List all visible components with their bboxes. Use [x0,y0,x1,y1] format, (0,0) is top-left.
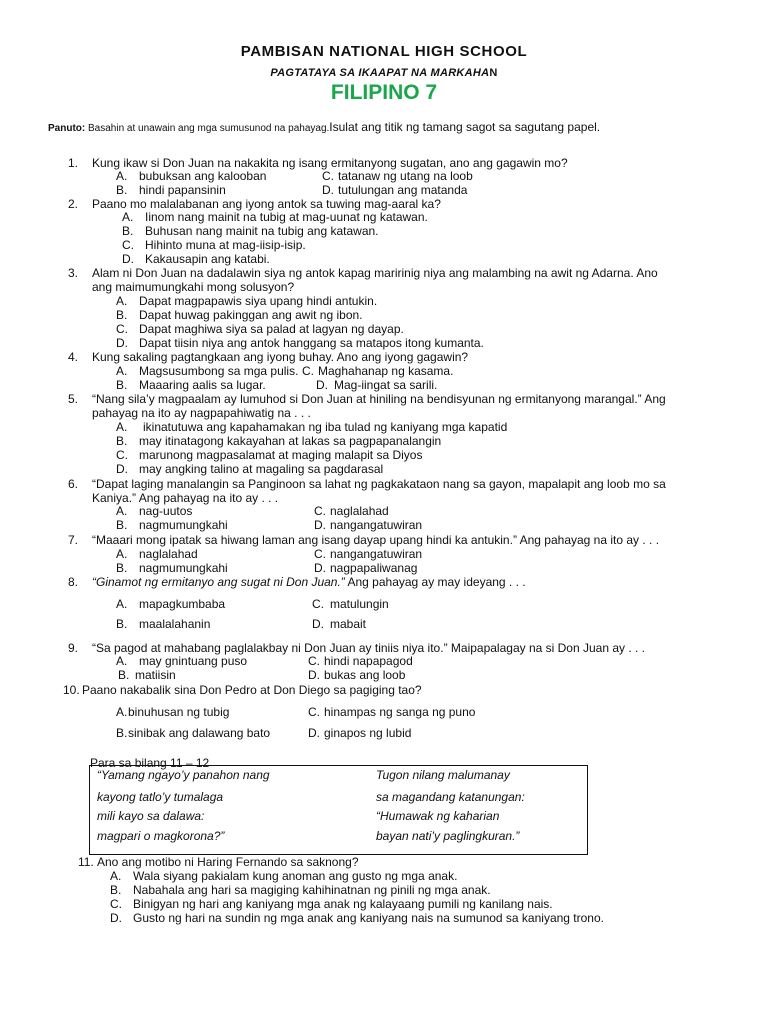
option-letter: C. [312,597,324,611]
option-text: ikinatutuwa ang kapahamakan ng iba tulad ng kaniyang mga kapatid [143,420,508,434]
option-letter: D. [308,668,320,682]
instructions [48,120,600,136]
poem-line: sa magandang katanungan: [376,790,525,804]
option-text: Dapat tiisin niya ang antok hanggang sa matapos itong kumanta. [139,336,484,350]
option-letter: C. [314,504,326,518]
option-letter: B. [116,561,128,575]
option-letter: D. [322,183,334,197]
question-number: 11. [78,855,94,869]
option-text: may angking talino at magaling sa pagdarasal [139,462,384,476]
option-text: tatanaw ng utang na loob [338,169,473,183]
option-letter: C. [322,169,334,183]
option-letter: D. [312,617,324,631]
option-text: Maaaring aalis sa lugar. [139,378,266,392]
option-text: sinibak ang dalawang bato [128,726,271,740]
option-text: nagpapaliwanag [330,561,418,575]
poem-line: “Humawak ng kaharian [376,809,500,823]
poem-line: magpari o magkorona?” [97,829,225,843]
option-letter: D. [110,911,122,925]
option-text: bubuksan ang kalooban [139,169,267,183]
option-letter: D. [308,726,320,740]
poem-line: kayong tatlo’y tumalaga [97,790,224,804]
poem-line: mili kayo sa dalawa: [97,809,205,823]
question-number: 10. [63,683,80,697]
option-letter: D. [316,378,328,392]
question-number: 3. [68,266,79,280]
option-letter: C. [116,322,128,336]
option-text: nagmumungkahi [139,561,228,575]
option-text: Dapat magpapawis siya upang hindi antukin. [139,294,378,308]
question-rest: Ang pahayag ay may ideyang . . . [344,575,526,589]
option-text: matulungin [330,597,389,611]
question-text: Paano mo malalabanan ang iyong antok sa tuwing mag-aaral ka? [92,197,441,211]
option-text: nagmumungkahi [139,518,228,532]
option-text: Maghahanap ng kasama. [318,364,454,378]
option-letter: B. [110,883,122,897]
poem-line: bayan nati’y paglingkuran.” [376,829,520,843]
question-text: pahayag na ito ay nagpapahiwatig na . . . [92,406,311,420]
option-text: naglalahad [330,504,389,518]
option-text: Dapat maghiwa siya sa palad at lagyan ng dayap. [139,322,404,336]
option-text: Binigyan ng hari ang kaniyang mga anak ng kalayaang pumili ng kanilang nais. [133,897,553,911]
question-number: 2. [68,197,79,211]
option-text: nag-uutos [139,504,193,518]
option-text: maalalahanin [139,617,211,631]
question-text: Ano ang motibo ni Haring Fernando sa saknong? [97,855,359,869]
option-text: binuhusan ng tubig [128,705,230,719]
question-text: Kung sakaling pagtangkaan ang iyong buhay. Ano ang iyong gagawin? [92,350,469,364]
question-text: “Nang sila’y magpaalam ay lumuhod si Don Juan at hiniling na bendisyunan ng ermitanyong marangal.” Ang [92,392,666,406]
option-letter: A. [116,364,128,378]
option-letter: A. [116,420,128,434]
option-letter: B. [116,518,128,532]
option-letter: D. [314,561,326,575]
option-text: hinampas ng sanga ng puno [324,705,476,719]
option-text: Mag-iingat sa sarili. [334,378,438,392]
option-letter: C. [308,654,320,668]
option-text: Kakausapin ang katabi. [145,252,270,266]
option-text: hindi napapagod [324,654,413,668]
option-text: Iinom nang mainit na tubig at mag-uunat ng katawan. [145,210,428,224]
option-letter: A. [116,654,128,668]
option-letter: D. [116,462,128,476]
option-letter: A. [122,210,134,224]
option-text: mapagkumbaba [139,597,226,611]
option-text: may gnintuang puso [139,654,248,668]
question-text: Paano nakabalik sina Don Pedro at Don Diego sa pagiging tao? [82,683,422,697]
subject-title: FILIPINO 7 [330,81,438,104]
question-number: 9. [68,641,79,655]
option-letter: D. [314,518,326,532]
subtitle-last: N [489,67,498,79]
option-text: matiisin [135,668,176,682]
option-text: Buhusan nang mainit na tubig ang katawan. [145,224,379,238]
option-letter: B. [116,434,128,448]
option-letter: C. [110,897,122,911]
question-number: 4. [68,350,79,364]
instructions-text-2: Isulat ang titik ng tamang sagot sa sagutang papel. [329,120,601,134]
option-text: nangangatuwiran [330,518,423,532]
option-letter: A. [116,169,128,183]
option-letter: A. [116,705,128,719]
poem-line: Tugon nilang malumanay [376,768,510,782]
question-number: 8. [68,575,79,589]
option-text: hindi papansinin [139,183,226,197]
option-text: bukas ang loob [324,668,406,682]
question-number: 5. [68,392,79,406]
option-letter: B. [116,378,128,392]
option-letter: C. [308,705,320,719]
option-text: may itinatagong kakayahan at lakas sa pagpapanalangin [139,434,442,448]
option-text: Magsusumbong sa mga pulis. [139,364,299,378]
option-letter: C. [116,448,128,462]
instructions-label: Panuto: [48,123,86,134]
option-text: ginapos ng lubid [324,726,412,740]
subtitle-main: PAGTATAYA SA IKAAPAT NA MARKAHA [270,67,490,79]
exam-subtitle [0,66,768,80]
school-name: PAMBISAN NATIONAL HIGH SCHOOL [240,43,528,60]
question-quote: “Ginamot ng ermitanyo ang sugat ni Don Juan.” [92,575,345,589]
question-text: “Maaari mong ipatak sa hiwang laman ang isang dayap upang hindi ka antukin.” Ang pahayag na ito ay . . . [92,533,660,547]
question-text: “Sa pagod at mahabang paglalakbay ni Don Juan ay tiniis niya ito.” Maipapalagay na si Don Juan ay . . . [92,641,646,655]
option-letter: C. [314,547,326,561]
section-note: Para sa bilang 11 – 12 [90,756,210,770]
option-text: Dapat huwag pakinggan ang awit ng ibon. [139,308,363,322]
poem-line: “Yamang ngayo’y panahon nang [97,768,270,782]
option-text: marunong magpasalamat at maging malapit sa Diyos [139,448,423,462]
question-number: 6. [68,477,79,491]
option-letter: B. [122,224,134,238]
option-letter: B. [116,183,128,197]
option-letter: B. [116,726,128,740]
question-text: Alam ni Don Juan na dadalawin siya ng antok kapag maririnig niya ang malambing na awit ng Adarna. Ano [92,266,658,280]
question-number: 1. [68,156,79,170]
option-text: Nabahala ang hari sa magiging kahihinatnan ng pinili ng mga anak. [133,883,491,897]
option-text: nangangatuwiran [330,547,423,561]
option-text: Wala siyang pakialam kung anoman ang gusto ng mga anak. [133,869,458,883]
option-letter: C. [302,364,314,378]
option-letter: A. [110,869,122,883]
option-text: Hihinto muna at mag-iisip-isip. [145,238,306,252]
option-letter: B. [116,308,128,322]
question-text: ang maimumungkahi mong solusyon? [92,280,295,294]
option-letter: B. [118,668,130,682]
option-letter: C. [122,238,134,252]
instructions-text-1: Basahin at unawain ang mga sumusunod na pahayag. [85,123,330,134]
option-text: naglalahad [139,547,198,561]
question-text: “Dapat laging manalangin sa Panginoon sa lahat ng pagkakataon nang sa gayon, mapalapit ang loob mo sa [92,477,666,491]
option-text: Gusto ng hari na sundin ng mga anak ang kaniyang nais na sumunod sa kaniyang trono. [133,911,604,925]
option-letter: B. [116,617,128,631]
question-number: 7. [68,533,79,547]
option-letter: D. [116,336,128,350]
option-letter: A. [116,504,128,518]
option-text: tutulungan ang matanda [338,183,468,197]
option-text: mabait [330,617,367,631]
question-text: Kung ikaw si Don Juan na nakakita ng isang ermitanyong sugatan, ano ang gagawin mo? [92,156,568,170]
option-letter: A. [116,294,128,308]
option-letter: A. [116,547,128,561]
question-text: Kaniya.” Ang pahayag na ito ay . . . [92,491,279,505]
option-letter: A. [116,597,128,611]
question-text [92,575,526,589]
option-letter: D. [122,252,134,266]
